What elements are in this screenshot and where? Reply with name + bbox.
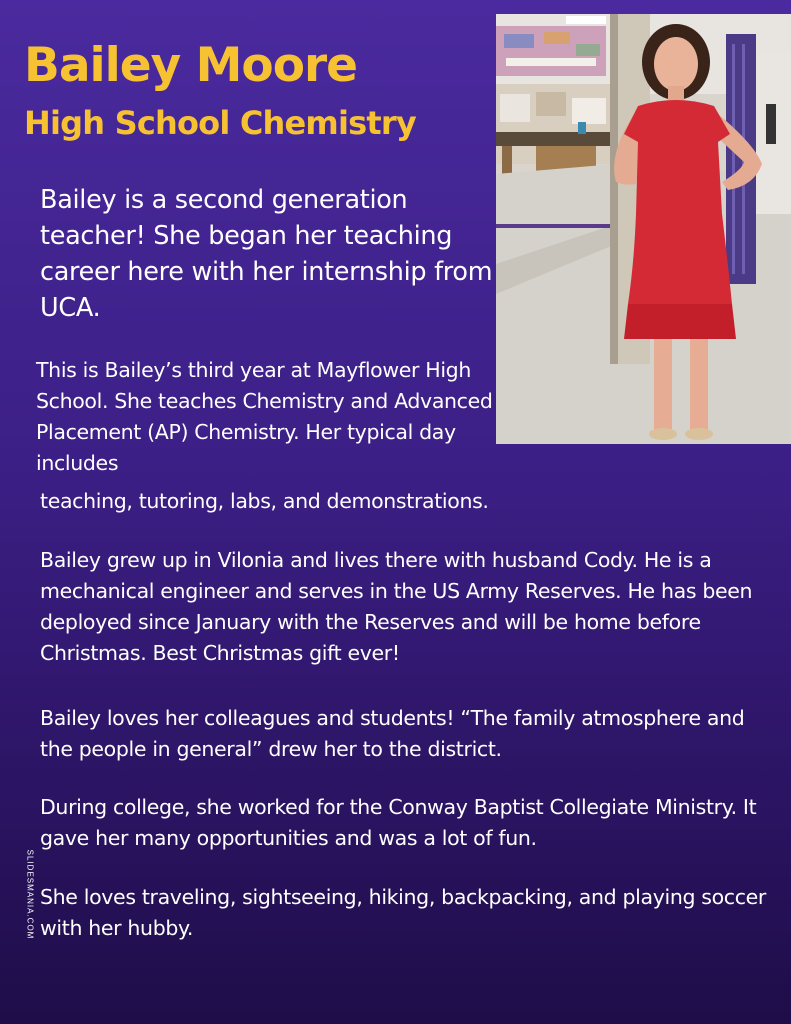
paragraph-current-role-continued: teaching, tutoring, labs, and demonstrations. bbox=[40, 489, 489, 513]
teacher-name: Bailey Moore bbox=[24, 38, 358, 93]
subject-title: High School Chemistry bbox=[24, 104, 416, 142]
paragraph-colleagues: Bailey loves her colleagues and students! “The family atmosphere and the people in general” drew her to the district. bbox=[40, 706, 745, 761]
teacher-photo bbox=[496, 14, 791, 444]
paragraph-college: During college, she worked for the Conway Baptist Collegiate Ministry. It gave her many opportunities and was a lot of fun. bbox=[40, 795, 757, 850]
paragraph-current-role: This is Bailey’s third year at Mayflower High School. She teaches Chemistry and Advanced Placement (AP) Chemistry. Her typical day includes bbox=[36, 358, 493, 475]
intro-text: Bailey is a second generation teacher! She began her teaching career here with her internship from UCA. bbox=[40, 185, 493, 323]
watermark: SLIDESMANIA.COM bbox=[25, 849, 35, 940]
paragraph-hobbies: She loves traveling, sightseeing, hiking, backpacking, and playing soccer with her hubby. bbox=[40, 885, 766, 940]
paragraph-family: Bailey grew up in Vilonia and lives there with husband Cody. He is a mechanical engineer and serves in the US Army Reserves. He has been deployed since January with the Reserves and will be home before Christmas. Best Christmas gift ever! bbox=[40, 548, 753, 665]
